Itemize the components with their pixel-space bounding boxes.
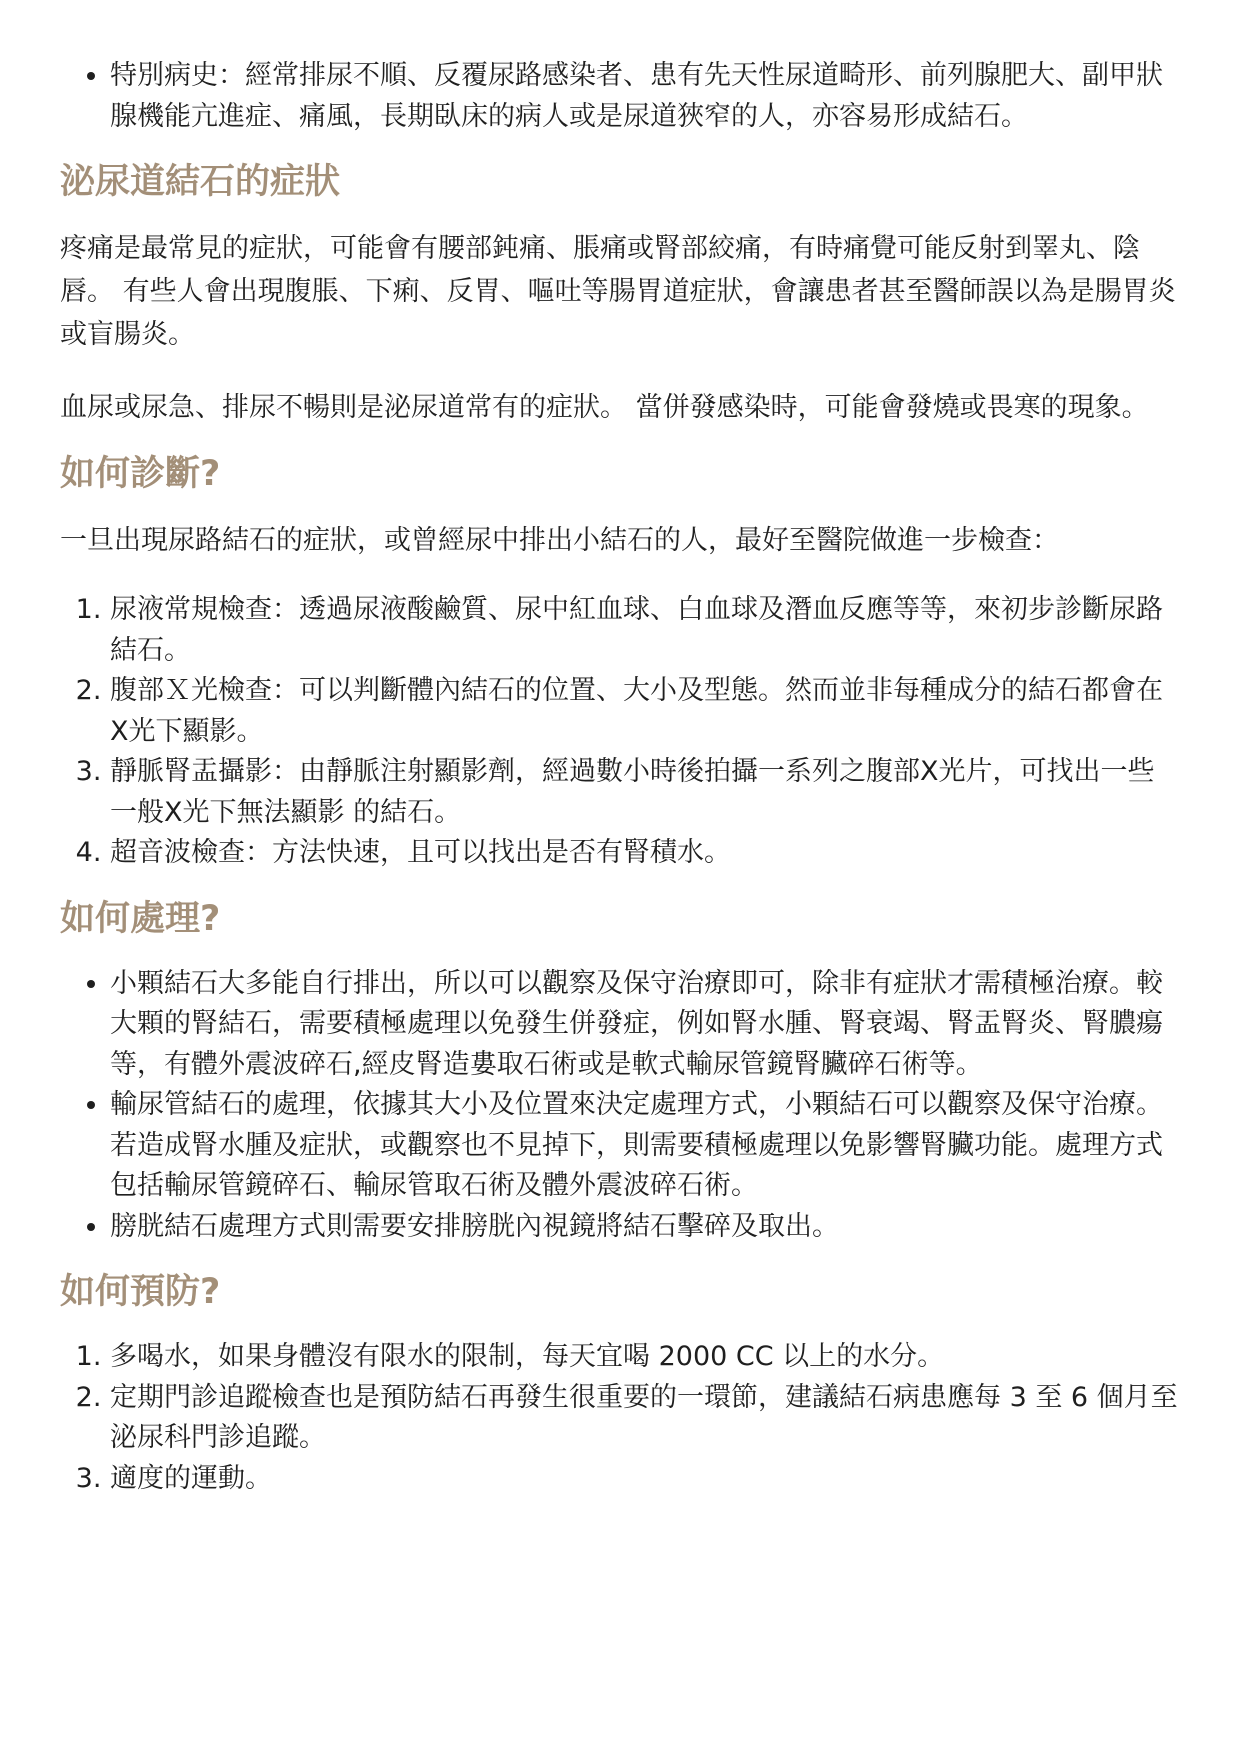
list-item: 1. 尿液常規檢查：透過尿液酸鹼質、尿中紅血球、白血球及潛血反應等等，來初步診斷尿路結石。 bbox=[110, 590, 1181, 671]
list-item: • 膀胱結石處理方式則需要安排膀胱內視鏡將結石擊碎及取出。 bbox=[110, 1207, 1181, 1248]
prevention-numbered-list bbox=[60, 1337, 1181, 1499]
paragraph: 一旦出現尿路結石的症狀，或曾經尿中排出小結石的人，最好至醫院做進一步檢查： bbox=[60, 525, 1059, 556]
list-item: 2. 定期門診追蹤檢查也是預防結石再發生很重要的一環節，建議結石病患應每 3 至 6 個月至泌尿科門診追蹤。 bbox=[110, 1378, 1181, 1459]
treatment-bullet-list bbox=[60, 964, 1181, 1248]
section-heading-prevention: 如何預防? bbox=[60, 1272, 221, 1312]
list-item: 3. 靜脈腎盂攝影：由靜脈注射顯影劑，經過數小時後拍攝一系列之腹部X光片，可找出一些一般X光下無法顯影 的結石。 bbox=[110, 752, 1181, 833]
list-item: 1. 多喝水，如果身體沒有限水的限制，每天宜喝 2000 CC 以上的水分。 bbox=[110, 1337, 1181, 1378]
list-item: 3. 適度的運動。 bbox=[110, 1459, 1181, 1500]
paragraph: 血尿或尿急、排尿不暢則是泌尿道常有的症狀。 當併發感染時，可能會發燒或畏寒的現象。 bbox=[60, 392, 1149, 423]
list-item: • 特別病史：經常排尿不順、反覆尿路感染者、患有先天性尿道畸形、前列腺肥大、副甲狀腺機能亢進症、痛風，長期臥床的病人或是尿道狹窄的人，亦容易形成結石。 bbox=[110, 56, 1181, 137]
section-heading-diagnosis: 如何診斷? bbox=[60, 454, 221, 494]
intro-bullet-list bbox=[60, 56, 1181, 137]
diagnosis-numbered-list bbox=[60, 590, 1181, 874]
list-item: 4. 超音波檢查：方法快速，且可以找出是否有腎積水。 bbox=[110, 833, 1181, 874]
list-item: • 輸尿管結石的處理，依據其大小及位置來決定處理方式，小顆結石可以觀察及保守治療。若造成腎水腫及症狀，或觀察也不見掉下，則需要積極處理以免影響腎臟功能。處理方式包括輸尿管鏡碎石、輸尿管取石術及體外震波碎石術。 bbox=[110, 1085, 1181, 1207]
section-heading-treatment: 如何處理? bbox=[60, 898, 221, 939]
list-item: 2. 腹部Ｘ光檢查：可以判斷體內結石的位置、大小及型態。然而並非每種成分的結石都會在X光下顯影。 bbox=[110, 671, 1181, 752]
section-heading-symptoms: 泌尿道結石的症狀 bbox=[60, 162, 341, 202]
list-item: • 小顆結石大多能自行排出，所以可以觀察及保守治療即可，除非有症狀才需積極治療。較大顆的腎結石，需要積極處理以免發生併發症，例如腎水腫、腎衰竭、腎盂腎炎、腎膿瘍等，有體外震波碎石,經皮腎造婁取石術或是軟式輸尿管鏡腎臟碎石術等。 bbox=[110, 964, 1181, 1086]
paragraph: 疼痛是最常見的症狀，可能會有腰部鈍痛、脹痛或腎部絞痛，有時痛覺可能反射到睪丸、陰唇。 有些人會出現腹脹、下痢、反胃、嘔吐等腸胃道症狀，會讓患者甚至醫師誤以為是腸胃炎或盲腸炎。 bbox=[60, 233, 1176, 350]
